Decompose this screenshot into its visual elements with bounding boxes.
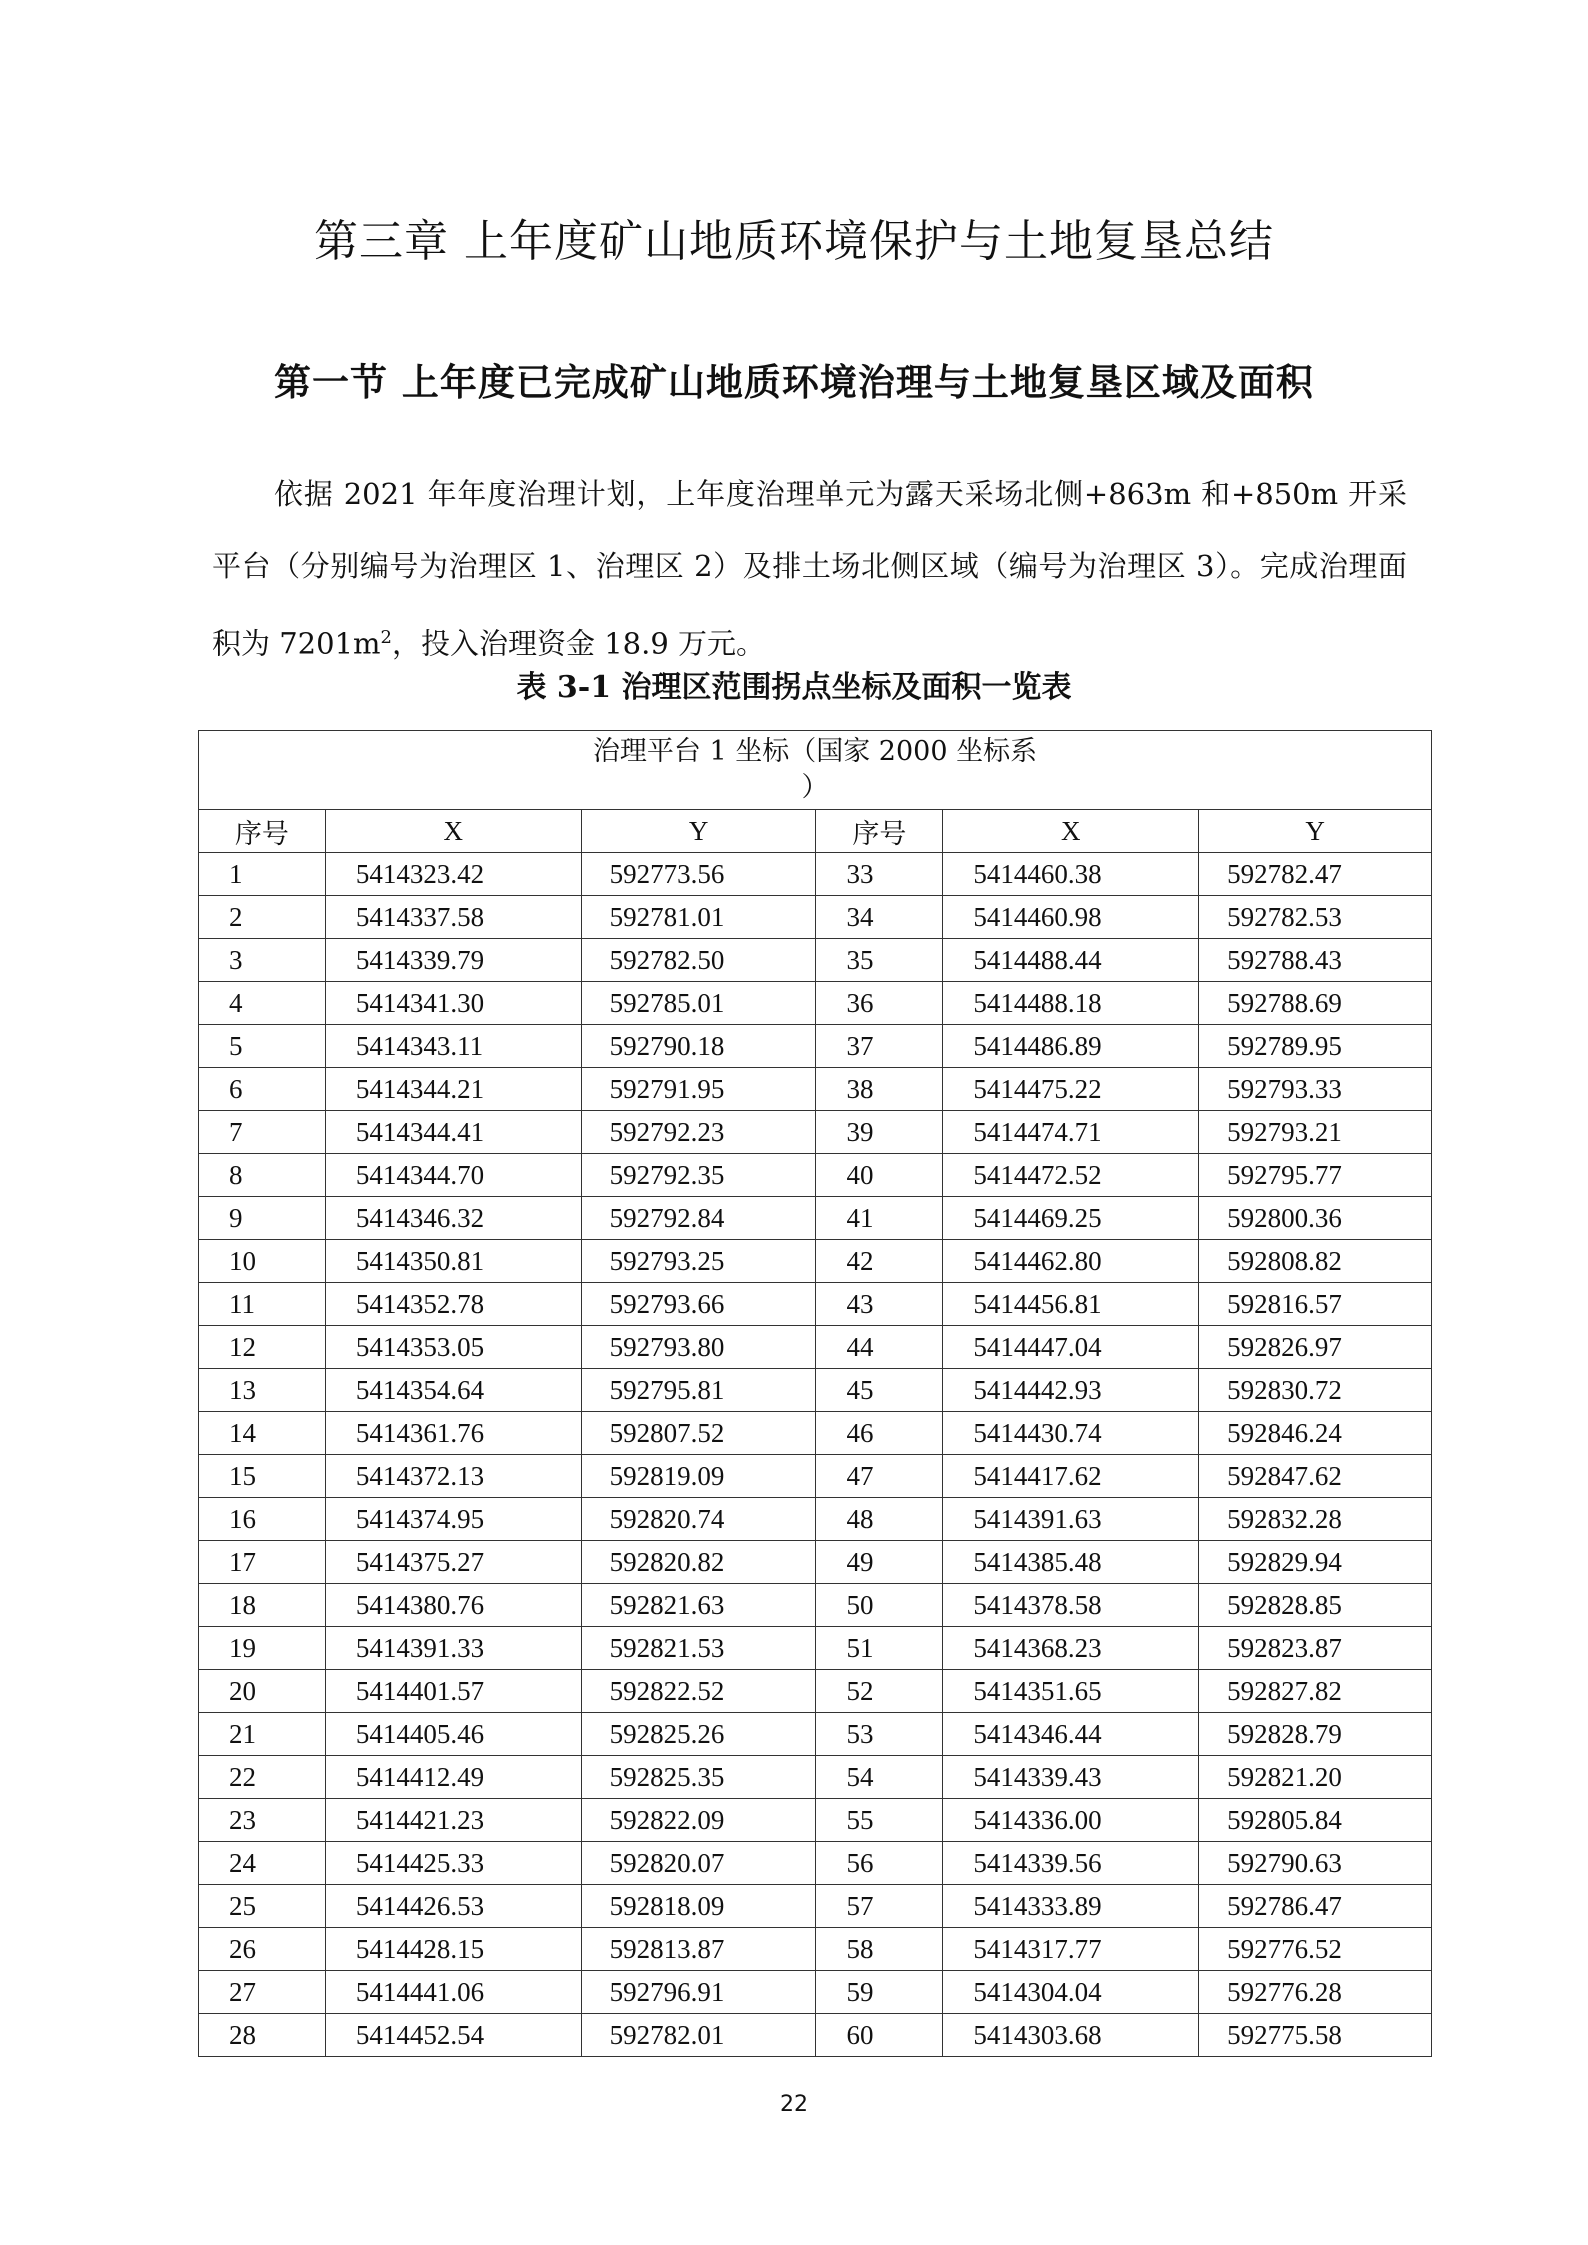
y-cell: 592782.01 — [581, 2014, 816, 2057]
page-number: 22 — [780, 2092, 808, 2117]
index-cell: 11 — [199, 1283, 326, 1326]
table-row — [199, 1283, 1432, 1326]
column-header: Y — [1199, 810, 1432, 853]
y-cell: 592807.52 — [581, 1412, 816, 1455]
x-cell: 5414401.57 — [325, 1670, 581, 1713]
index-cell: 39 — [816, 1111, 943, 1154]
index-cell: 41 — [816, 1197, 943, 1240]
table-row — [199, 1928, 1432, 1971]
y-cell: 592816.57 — [1199, 1283, 1432, 1326]
index-cell: 50 — [816, 1584, 943, 1627]
index-cell: 38 — [816, 1068, 943, 1111]
index-cell: 3 — [199, 939, 326, 982]
y-cell: 592793.25 — [581, 1240, 816, 1283]
index-cell: 7 — [199, 1111, 326, 1154]
x-cell: 5414460.38 — [943, 853, 1199, 896]
column-header: 序号 — [199, 810, 326, 853]
index-cell: 36 — [816, 982, 943, 1025]
x-cell: 5414337.58 — [325, 896, 581, 939]
y-cell: 592795.81 — [581, 1369, 816, 1412]
y-cell: 592828.79 — [1199, 1713, 1432, 1756]
table-row — [199, 1627, 1432, 1670]
x-cell: 5414378.58 — [943, 1584, 1199, 1627]
table-row — [199, 1326, 1432, 1369]
index-cell: 8 — [199, 1154, 326, 1197]
table-row — [199, 1455, 1432, 1498]
y-cell: 592796.91 — [581, 1971, 816, 2014]
y-cell: 592791.95 — [581, 1068, 816, 1111]
table-row — [199, 1068, 1432, 1111]
index-cell: 54 — [816, 1756, 943, 1799]
body-paragraph — [212, 458, 1407, 680]
paragraph-text-end: ，投入治理资金 18.9 万元。 — [391, 626, 765, 661]
table-caption: 表 3-1 治理区范围拐点坐标及面积一览表 — [516, 670, 1072, 705]
index-cell: 17 — [199, 1541, 326, 1584]
index-cell: 47 — [816, 1455, 943, 1498]
x-cell: 5414417.62 — [943, 1455, 1199, 1498]
y-cell: 592795.77 — [1199, 1154, 1432, 1197]
y-cell: 592813.87 — [581, 1928, 816, 1971]
x-cell: 5414488.44 — [943, 939, 1199, 982]
index-cell: 6 — [199, 1068, 326, 1111]
y-cell: 592793.21 — [1199, 1111, 1432, 1154]
x-cell: 5414368.23 — [943, 1627, 1199, 1670]
y-cell: 592822.09 — [581, 1799, 816, 1842]
x-cell: 5414391.33 — [325, 1627, 581, 1670]
x-cell: 5414426.53 — [325, 1885, 581, 1928]
x-cell: 5414344.70 — [325, 1154, 581, 1197]
x-cell: 5414469.25 — [943, 1197, 1199, 1240]
column-header: X — [325, 810, 581, 853]
y-cell: 592776.52 — [1199, 1928, 1432, 1971]
y-cell: 592846.24 — [1199, 1412, 1432, 1455]
x-cell: 5414486.89 — [943, 1025, 1199, 1068]
coordinate-table — [198, 730, 1432, 2057]
x-cell: 5414323.42 — [325, 853, 581, 896]
table-row — [199, 1240, 1432, 1283]
table-header-row — [199, 810, 1432, 853]
superscript: 2 — [380, 627, 392, 648]
x-cell: 5414472.52 — [943, 1154, 1199, 1197]
index-cell: 19 — [199, 1627, 326, 1670]
paragraph-text: 依据 2021 年年度治理计划，上年度治理单元为露天采场北侧+863m 和+850m 开采平台（分别编号为治理区 1、治理区 2）及排土场北侧区域（编号为治理区 3）。完成治理面积为 7201m — [212, 477, 1407, 661]
index-cell: 22 — [199, 1756, 326, 1799]
table-row — [199, 982, 1432, 1025]
table-row — [199, 1799, 1432, 1842]
index-cell: 23 — [199, 1799, 326, 1842]
index-cell: 2 — [199, 896, 326, 939]
y-cell: 592820.07 — [581, 1842, 816, 1885]
y-cell: 592790.63 — [1199, 1842, 1432, 1885]
index-cell: 16 — [199, 1498, 326, 1541]
index-cell: 20 — [199, 1670, 326, 1713]
y-cell: 592788.69 — [1199, 982, 1432, 1025]
x-cell: 5414353.05 — [325, 1326, 581, 1369]
y-cell: 592832.28 — [1199, 1498, 1432, 1541]
index-cell: 49 — [816, 1541, 943, 1584]
x-cell: 5414456.81 — [943, 1283, 1199, 1326]
index-cell: 48 — [816, 1498, 943, 1541]
index-cell: 57 — [816, 1885, 943, 1928]
y-cell: 592805.84 — [1199, 1799, 1432, 1842]
y-cell: 592825.26 — [581, 1713, 816, 1756]
y-cell: 592781.01 — [581, 896, 816, 939]
y-cell: 592823.87 — [1199, 1627, 1432, 1670]
x-cell: 5414350.81 — [325, 1240, 581, 1283]
x-cell: 5414303.68 — [943, 2014, 1199, 2057]
index-cell: 59 — [816, 1971, 943, 2014]
index-cell: 24 — [199, 1842, 326, 1885]
index-cell: 21 — [199, 1713, 326, 1756]
x-cell: 5414333.89 — [943, 1885, 1199, 1928]
x-cell: 5414344.41 — [325, 1111, 581, 1154]
y-cell: 592792.23 — [581, 1111, 816, 1154]
x-cell: 5414488.18 — [943, 982, 1199, 1025]
index-cell: 60 — [816, 2014, 943, 2057]
index-cell: 46 — [816, 1412, 943, 1455]
index-cell: 45 — [816, 1369, 943, 1412]
index-cell: 33 — [816, 853, 943, 896]
x-cell: 5414343.11 — [325, 1025, 581, 1068]
x-cell: 5414339.56 — [943, 1842, 1199, 1885]
y-cell: 592818.09 — [581, 1885, 816, 1928]
table-row — [199, 1111, 1432, 1154]
index-cell: 42 — [816, 1240, 943, 1283]
x-cell: 5414344.21 — [325, 1068, 581, 1111]
index-cell: 53 — [816, 1713, 943, 1756]
x-cell: 5414412.49 — [325, 1756, 581, 1799]
index-cell: 4 — [199, 982, 326, 1025]
y-cell: 592776.28 — [1199, 1971, 1432, 2014]
y-cell: 592785.01 — [581, 982, 816, 1025]
y-cell: 592821.63 — [581, 1584, 816, 1627]
section-title: 第一节 上年度已完成矿山地质环境治理与土地复垦区域及面积 — [274, 360, 1314, 404]
x-cell: 5414474.71 — [943, 1111, 1199, 1154]
x-cell: 5414346.32 — [325, 1197, 581, 1240]
y-cell: 592808.82 — [1199, 1240, 1432, 1283]
column-header: 序号 — [816, 810, 943, 853]
column-header: X — [943, 810, 1199, 853]
index-cell: 18 — [199, 1584, 326, 1627]
index-cell: 5 — [199, 1025, 326, 1068]
x-cell: 5414475.22 — [943, 1068, 1199, 1111]
table-row — [199, 853, 1432, 896]
table-row — [199, 1412, 1432, 1455]
table-title-line: ） — [801, 772, 829, 803]
index-cell: 27 — [199, 1971, 326, 2014]
index-cell: 15 — [199, 1455, 326, 1498]
index-cell: 28 — [199, 2014, 326, 2057]
index-cell: 25 — [199, 1885, 326, 1928]
x-cell: 5414460.98 — [943, 896, 1199, 939]
y-cell: 592829.94 — [1199, 1541, 1432, 1584]
table-row — [199, 1025, 1432, 1068]
index-cell: 44 — [816, 1326, 943, 1369]
y-cell: 592830.72 — [1199, 1369, 1432, 1412]
x-cell: 5414428.15 — [325, 1928, 581, 1971]
y-cell: 592792.35 — [581, 1154, 816, 1197]
y-cell: 592793.66 — [581, 1283, 816, 1326]
x-cell: 5414352.78 — [325, 1283, 581, 1326]
x-cell: 5414391.63 — [943, 1498, 1199, 1541]
x-cell: 5414341.30 — [325, 982, 581, 1025]
y-cell: 592827.82 — [1199, 1670, 1432, 1713]
x-cell: 5414354.64 — [325, 1369, 581, 1412]
table-row — [199, 939, 1432, 982]
index-cell: 55 — [816, 1799, 943, 1842]
y-cell: 592800.36 — [1199, 1197, 1432, 1240]
chapter-title: 第三章 上年度矿山地质环境保护与土地复垦总结 — [314, 216, 1274, 267]
table-row — [199, 1154, 1432, 1197]
y-cell: 592792.84 — [581, 1197, 816, 1240]
table-row — [199, 2014, 1432, 2057]
y-cell: 592828.85 — [1199, 1584, 1432, 1627]
table-row — [199, 1369, 1432, 1412]
x-cell: 5414462.80 — [943, 1240, 1199, 1283]
table-body — [199, 853, 1432, 2057]
index-cell: 12 — [199, 1326, 326, 1369]
table-row — [199, 1541, 1432, 1584]
table-row — [199, 1670, 1432, 1713]
y-cell: 592786.47 — [1199, 1885, 1432, 1928]
y-cell: 592773.56 — [581, 853, 816, 896]
x-cell: 5414380.76 — [325, 1584, 581, 1627]
table-row — [199, 896, 1432, 939]
table-row — [199, 1584, 1432, 1627]
index-cell: 40 — [816, 1154, 943, 1197]
x-cell: 5414304.04 — [943, 1971, 1199, 2014]
y-cell: 592789.95 — [1199, 1025, 1432, 1068]
y-cell: 592793.80 — [581, 1326, 816, 1369]
column-header: Y — [581, 810, 816, 853]
y-cell: 592790.18 — [581, 1025, 816, 1068]
index-cell: 43 — [816, 1283, 943, 1326]
index-cell: 52 — [816, 1670, 943, 1713]
index-cell: 37 — [816, 1025, 943, 1068]
index-cell: 13 — [199, 1369, 326, 1412]
index-cell: 14 — [199, 1412, 326, 1455]
y-cell: 592826.97 — [1199, 1326, 1432, 1369]
x-cell: 5414385.48 — [943, 1541, 1199, 1584]
y-cell: 592821.20 — [1199, 1756, 1432, 1799]
x-cell: 5414346.44 — [943, 1713, 1199, 1756]
index-cell: 9 — [199, 1197, 326, 1240]
x-cell: 5414351.65 — [943, 1670, 1199, 1713]
y-cell: 592820.82 — [581, 1541, 816, 1584]
y-cell: 592775.58 — [1199, 2014, 1432, 2057]
table-row — [199, 1713, 1432, 1756]
x-cell: 5414425.33 — [325, 1842, 581, 1885]
x-cell: 5414336.00 — [943, 1799, 1199, 1842]
index-cell: 58 — [816, 1928, 943, 1971]
y-cell: 592825.35 — [581, 1756, 816, 1799]
table-row — [199, 1842, 1432, 1885]
x-cell: 5414447.04 — [943, 1326, 1199, 1369]
table-row — [199, 1971, 1432, 2014]
y-cell: 592822.52 — [581, 1670, 816, 1713]
index-cell: 26 — [199, 1928, 326, 1971]
index-cell: 34 — [816, 896, 943, 939]
index-cell: 56 — [816, 1842, 943, 1885]
x-cell: 5414421.23 — [325, 1799, 581, 1842]
x-cell: 5414361.76 — [325, 1412, 581, 1455]
index-cell: 35 — [816, 939, 943, 982]
x-cell: 5414442.93 — [943, 1369, 1199, 1412]
x-cell: 5414339.43 — [943, 1756, 1199, 1799]
x-cell: 5414374.95 — [325, 1498, 581, 1541]
x-cell: 5414375.27 — [325, 1541, 581, 1584]
x-cell: 5414452.54 — [325, 2014, 581, 2057]
table-row — [199, 1885, 1432, 1928]
index-cell: 1 — [199, 853, 326, 896]
x-cell: 5414317.77 — [943, 1928, 1199, 1971]
table-title-line: 治理平台 1 坐标（国家 2000 坐标系 — [592, 736, 1038, 767]
x-cell: 5414441.06 — [325, 1971, 581, 2014]
y-cell: 592788.43 — [1199, 939, 1432, 982]
x-cell: 5414339.79 — [325, 939, 581, 982]
y-cell: 592782.50 — [581, 939, 816, 982]
y-cell: 592819.09 — [581, 1455, 816, 1498]
table-row — [199, 1197, 1432, 1240]
table-title-cell — [199, 731, 1432, 810]
y-cell: 592782.47 — [1199, 853, 1432, 896]
y-cell: 592847.62 — [1199, 1455, 1432, 1498]
table-row — [199, 1498, 1432, 1541]
y-cell: 592820.74 — [581, 1498, 816, 1541]
index-cell: 10 — [199, 1240, 326, 1283]
x-cell: 5414405.46 — [325, 1713, 581, 1756]
x-cell: 5414430.74 — [943, 1412, 1199, 1455]
x-cell: 5414372.13 — [325, 1455, 581, 1498]
index-cell: 51 — [816, 1627, 943, 1670]
y-cell: 592821.53 — [581, 1627, 816, 1670]
y-cell: 592782.53 — [1199, 896, 1432, 939]
y-cell: 592793.33 — [1199, 1068, 1432, 1111]
table-row — [199, 1756, 1432, 1799]
